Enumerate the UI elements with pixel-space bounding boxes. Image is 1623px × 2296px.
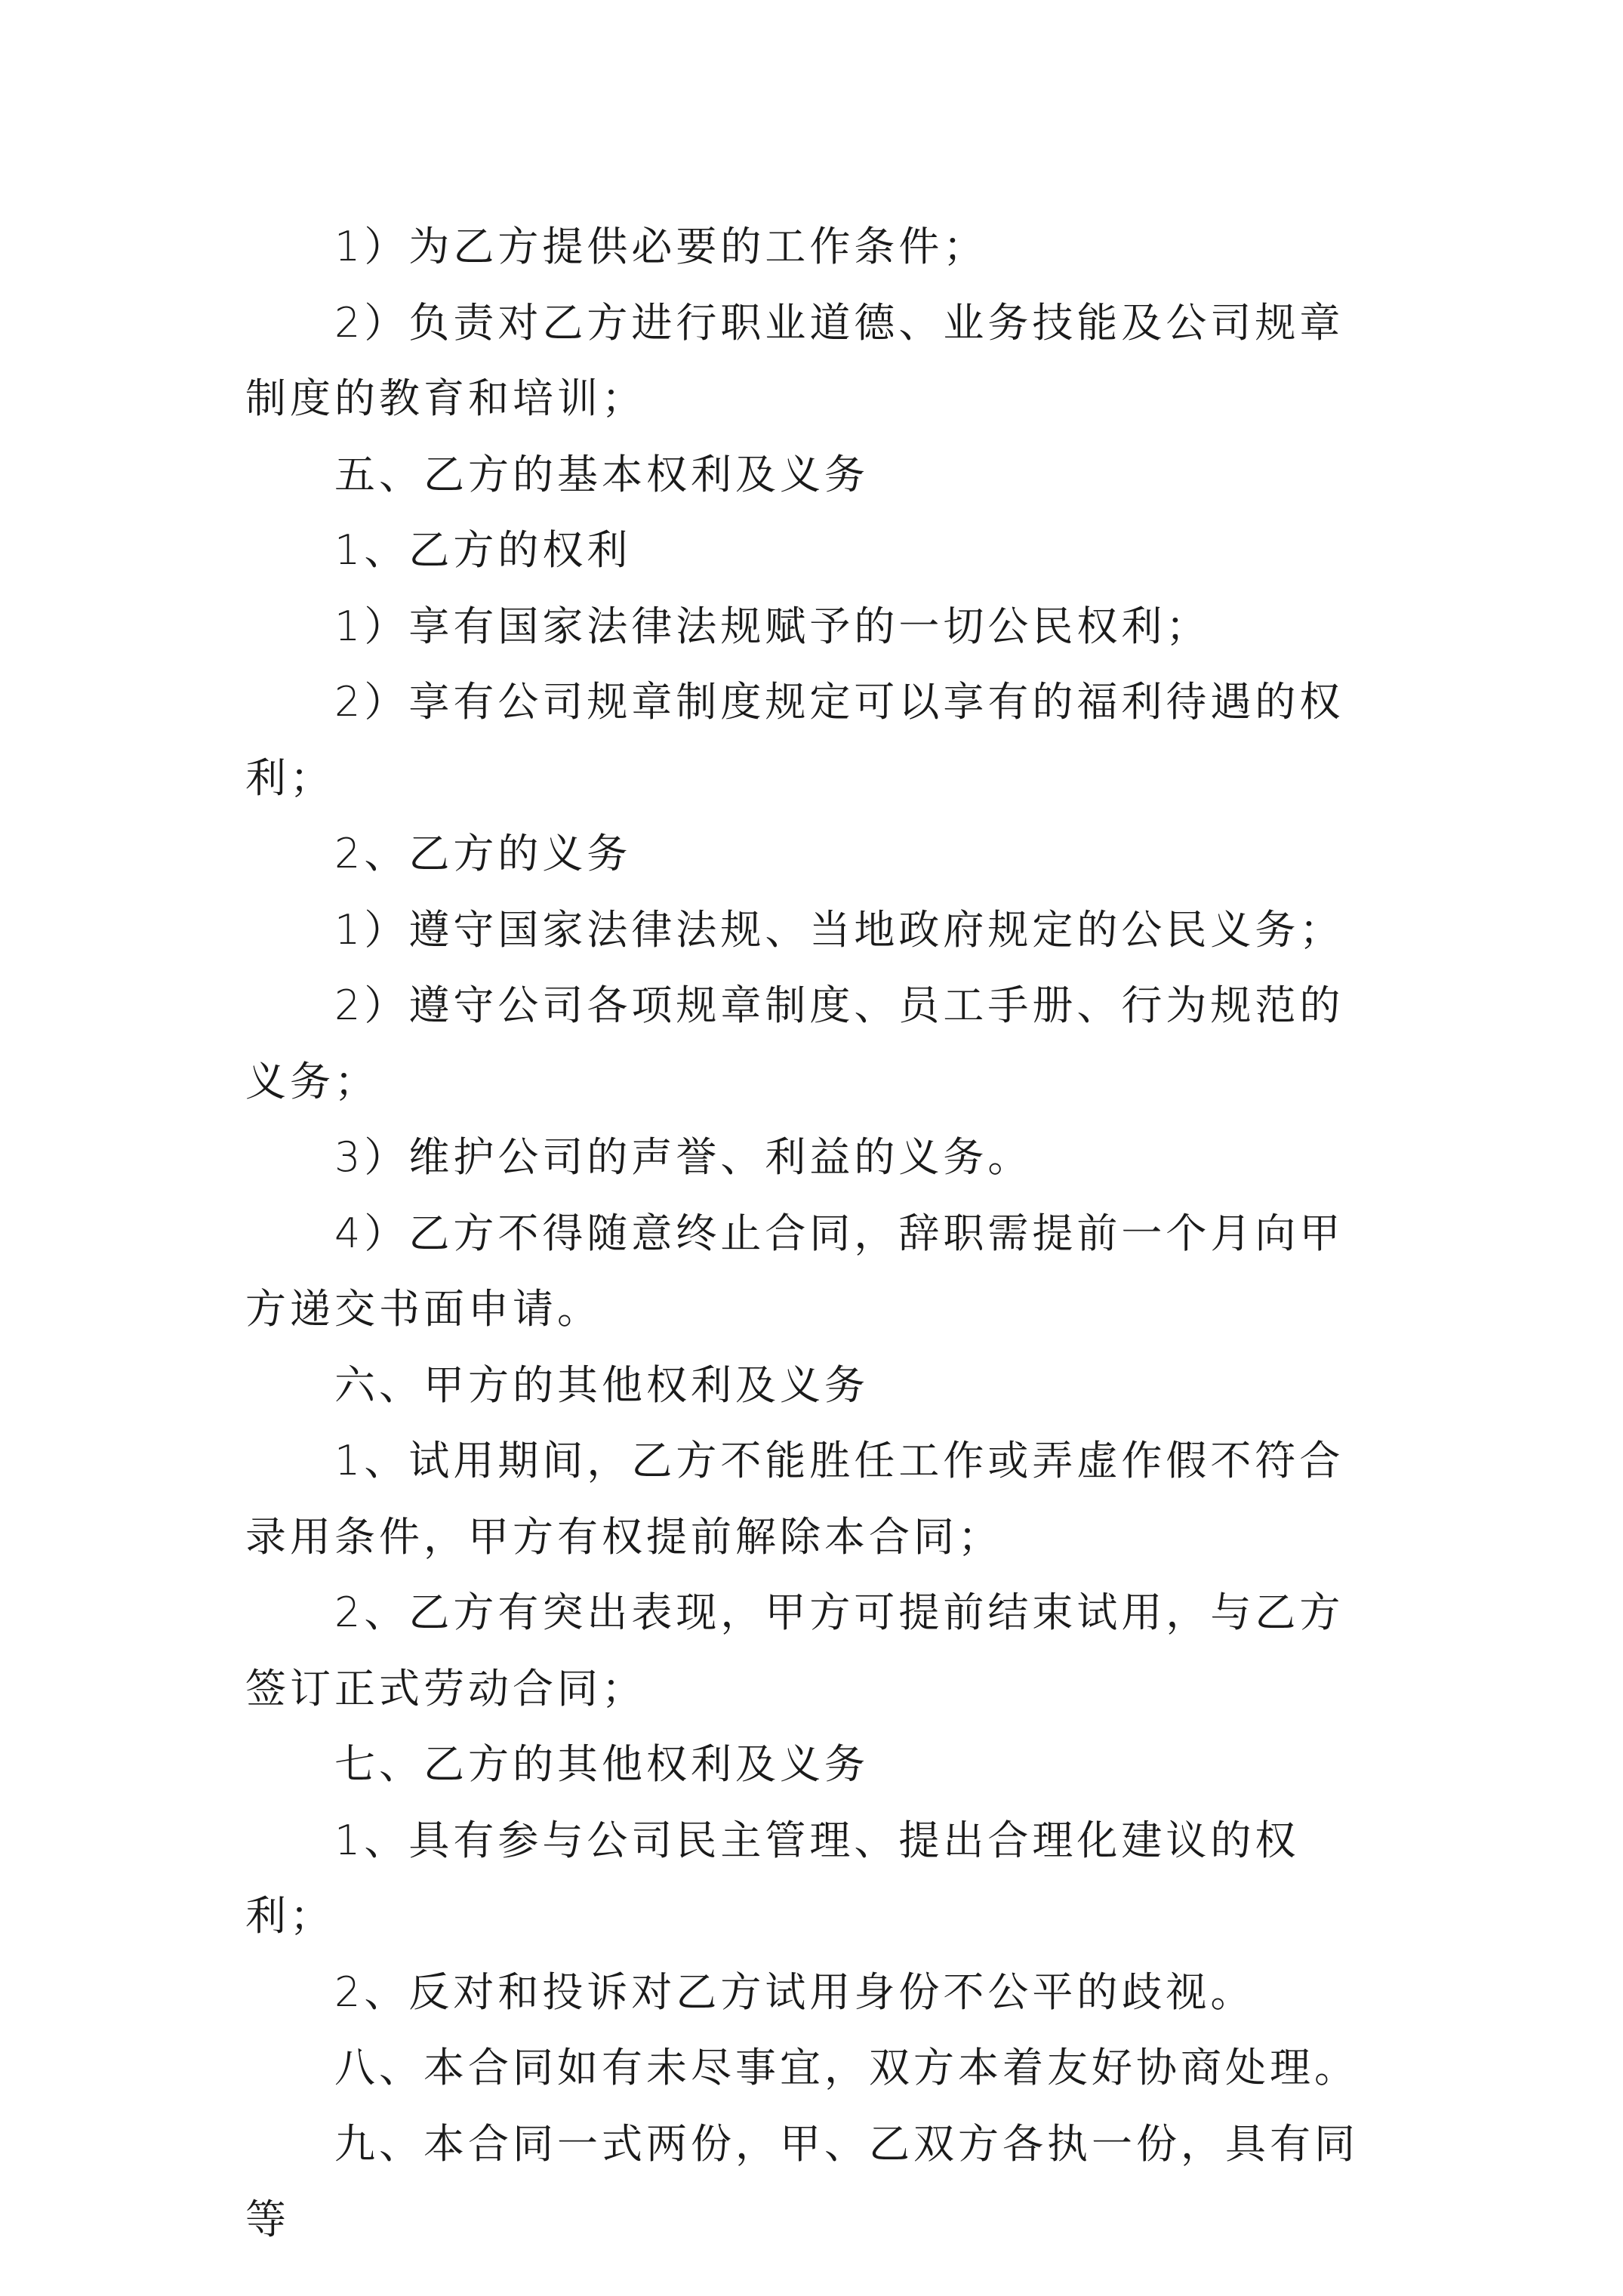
paragraph: 4）乙方不得随意终止合同，辞职需提前一个月向甲方递交书面申请。 bbox=[245, 1209, 1344, 1333]
section-heading: 九、本合同一式两份，甲、乙双方各执一份，具有同等 bbox=[245, 2119, 1359, 2243]
paragraph: 1）为乙方提供必要的工作条件； bbox=[334, 223, 988, 270]
subsection-heading: 2、乙方的义务 bbox=[334, 830, 632, 877]
paragraph: 2）享有公司规章制度规定可以享有的福利待遇的权利； bbox=[245, 678, 1344, 802]
section-heading: 六、甲方的其他权利及义务 bbox=[334, 1361, 869, 1409]
paragraph: 1）遵守国家法律法规、当地政府规定的公民义务； bbox=[334, 905, 1344, 954]
paragraph: 1）享有国家法律法规赋予的一切公民权利； bbox=[334, 602, 1211, 650]
paragraph: 1、具有参与公司民主管理、提出合理化建议的权利； bbox=[245, 1816, 1300, 1940]
paragraph: 2）负责对乙方进行职业道德、业务技能及公司规章制度的教育和培训； bbox=[245, 298, 1344, 422]
paragraph: 2、反对和投诉对乙方试用身份不公平的歧视。 bbox=[334, 1968, 1255, 2016]
paragraph: 1、试用期间，乙方不能胜任工作或弄虚作假不符合录用条件，甲方有权提前解除本合同； bbox=[245, 1437, 1344, 1561]
subsection-heading: 1、乙方的权利 bbox=[334, 526, 632, 574]
paragraph: 3）维护公司的声誉、利益的义务。 bbox=[334, 1133, 1033, 1181]
section-heading: 八、本合同如有未尽事宜，双方本着友好协商处理。 bbox=[334, 2044, 1359, 2091]
paragraph: 2、乙方有突出表现，甲方可提前结束试用，与乙方签订正式劳动合同； bbox=[245, 1589, 1344, 1712]
paragraph: 2）遵守公司各项规章制度、员工手册、行为规范的义务； bbox=[245, 982, 1344, 1105]
document-body bbox=[245, 209, 1385, 2258]
section-heading: 五、乙方的基本权利及义务 bbox=[334, 450, 869, 498]
section-heading: 七、乙方的其他权利及义务 bbox=[334, 1740, 869, 1788]
